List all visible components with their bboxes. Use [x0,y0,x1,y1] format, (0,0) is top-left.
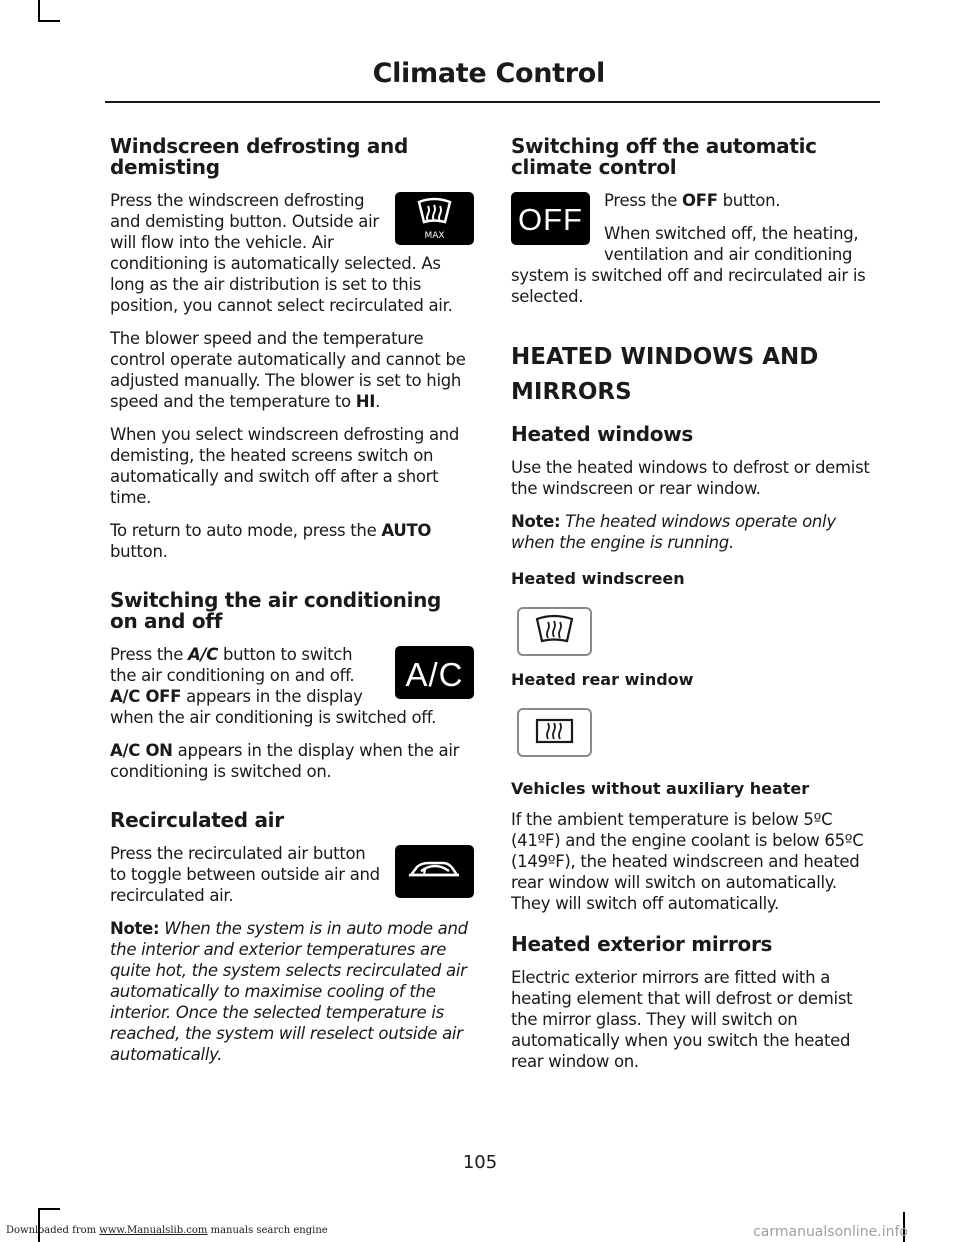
aux-heater-heading: Vehicles without auxiliary heater [511,779,810,798]
heated-windows-heading: Heated windows [511,422,694,446]
text-span: To return to auto mode, press the [110,521,382,540]
section-title-line-2: MIRRORS [511,379,632,405]
text-span: button. [717,191,781,210]
off-heading: Switching off the automatic climate control [511,134,817,179]
ac-label: A/C [188,645,219,664]
ac-heading: Switching the air conditioning on and off [110,588,442,633]
footer-suffix: manuals search engine [207,1225,328,1236]
note-label: Note: [110,919,160,938]
windscreen-paragraph-2 [110,328,474,412]
header-divider [105,101,880,103]
heated-rear-window-icon [517,708,592,757]
text-span: . [375,392,381,411]
recirculated-air-icon [395,845,474,898]
windscreen-max-defrost-icon [395,192,474,245]
crop-mark-top-left-h [38,20,60,22]
recirc-section [110,843,474,1065]
text-span: Press the [110,645,188,664]
heated-windows-note [511,511,875,553]
text-span: button. [110,542,168,561]
crop-mark-top-left-v [38,0,40,22]
text-span: appears in the display when the air conditioning is switched off. [110,687,437,727]
footer-prefix: Downloaded from [6,1225,100,1236]
off-button-icon [511,192,590,245]
manualslib-link[interactable]: www.Manualslib.com [99,1225,208,1236]
max-label: MAX [424,231,445,241]
recirc-paragraph-1: Press the recirculated air button to toggle between outside air and recirculated air. [110,844,380,905]
section-title-line-1: HEATED WINDOWS AND [511,344,819,370]
note-text: When the system is in auto mode and the interior and exterior temperatures are quite hot, the system selects recirculated air automatically to maximise cooling of the interior. Once the selected temperature is reached, the system will reselect outside air automatically. [110,919,468,1064]
recirc-heading: Recirculated air [110,808,284,832]
windscreen-paragraph-3: When you select windscreen defrosting and demisting, the heated screens switch on automatically and switch off after a short time. [110,425,460,507]
download-footer [6,1225,328,1236]
windscreen-paragraph-4 [110,520,474,562]
heated-windows-paragraph: Use the heated windows to defrost or demist the windscreen or rear window. [511,458,870,498]
text-span: button to switch the air conditioning on and off. [110,645,355,685]
auto-label: AUTO [381,521,432,540]
ac-section [110,644,474,782]
windscreen-heading: Windscreen defrosting and demisting [110,134,408,179]
heated-section-title [511,343,875,406]
crop-mark-bottom-left-h [38,1208,60,1210]
off-label: OFF [682,191,718,210]
watermark: carmanualsonline.info [753,1224,908,1240]
heated-windscreen-icon [517,607,592,656]
heated-mirrors-paragraph: Electric exterior mirrors are fitted with a heating element that will defrost or demist the mirror glass. They will switch on automatically when you switch the heated rear window on. [511,968,853,1071]
windscreen-paragraph-1: Press the windscreen defrosting and demisting button. Outside air will flow into the vehicle. Air conditioning is automatically selected. As long as the air distribution is set to this position, you cannot select recirculated air. [110,191,453,315]
ac-off-label: A/C OFF [110,687,182,706]
text-span: The blower speed and the temperature control operate automatically and cannot be adjusted manually. The blower is set to high speed and the temperature to [110,329,466,411]
text-span: Press the [604,191,682,210]
ac-paragraph-2 [110,740,474,782]
heated-mirrors-heading: Heated exterior mirrors [511,932,773,956]
recirc-note [110,918,474,1065]
left-column [110,136,474,1077]
text-span: appears in the display when the air conditioning is switched on. [110,741,460,781]
page-number: 105 [462,1152,498,1173]
off-icon-label: OFF [518,202,583,237]
heated-rear-window-heading: Heated rear window [511,670,694,689]
ac-on-label: A/C ON [110,741,173,760]
off-paragraph-2: When switched off, the heating, ventilation and air conditioning system is switched off and recirculated air is selected. [511,224,866,306]
heated-windscreen-heading: Heated windscreen [511,569,685,588]
ac-icon-label: A/C [405,656,464,693]
aux-heater-paragraph: If the ambient temperature is below 5ºC (41ºF) and the engine coolant is below 65ºC (149ºF), the heated windscreen and heated rear window will switch on automatically. They will switch off automatically. [511,810,864,913]
note-text: The heated windows operate only when the engine is running. [511,512,836,552]
note-label: Note: [511,512,561,531]
ac-button-icon [395,646,474,699]
off-section [511,190,875,307]
page-title: Climate Control [372,58,605,89]
right-column [511,136,875,1084]
windscreen-section [110,190,474,562]
hi-label: HI [355,392,376,411]
